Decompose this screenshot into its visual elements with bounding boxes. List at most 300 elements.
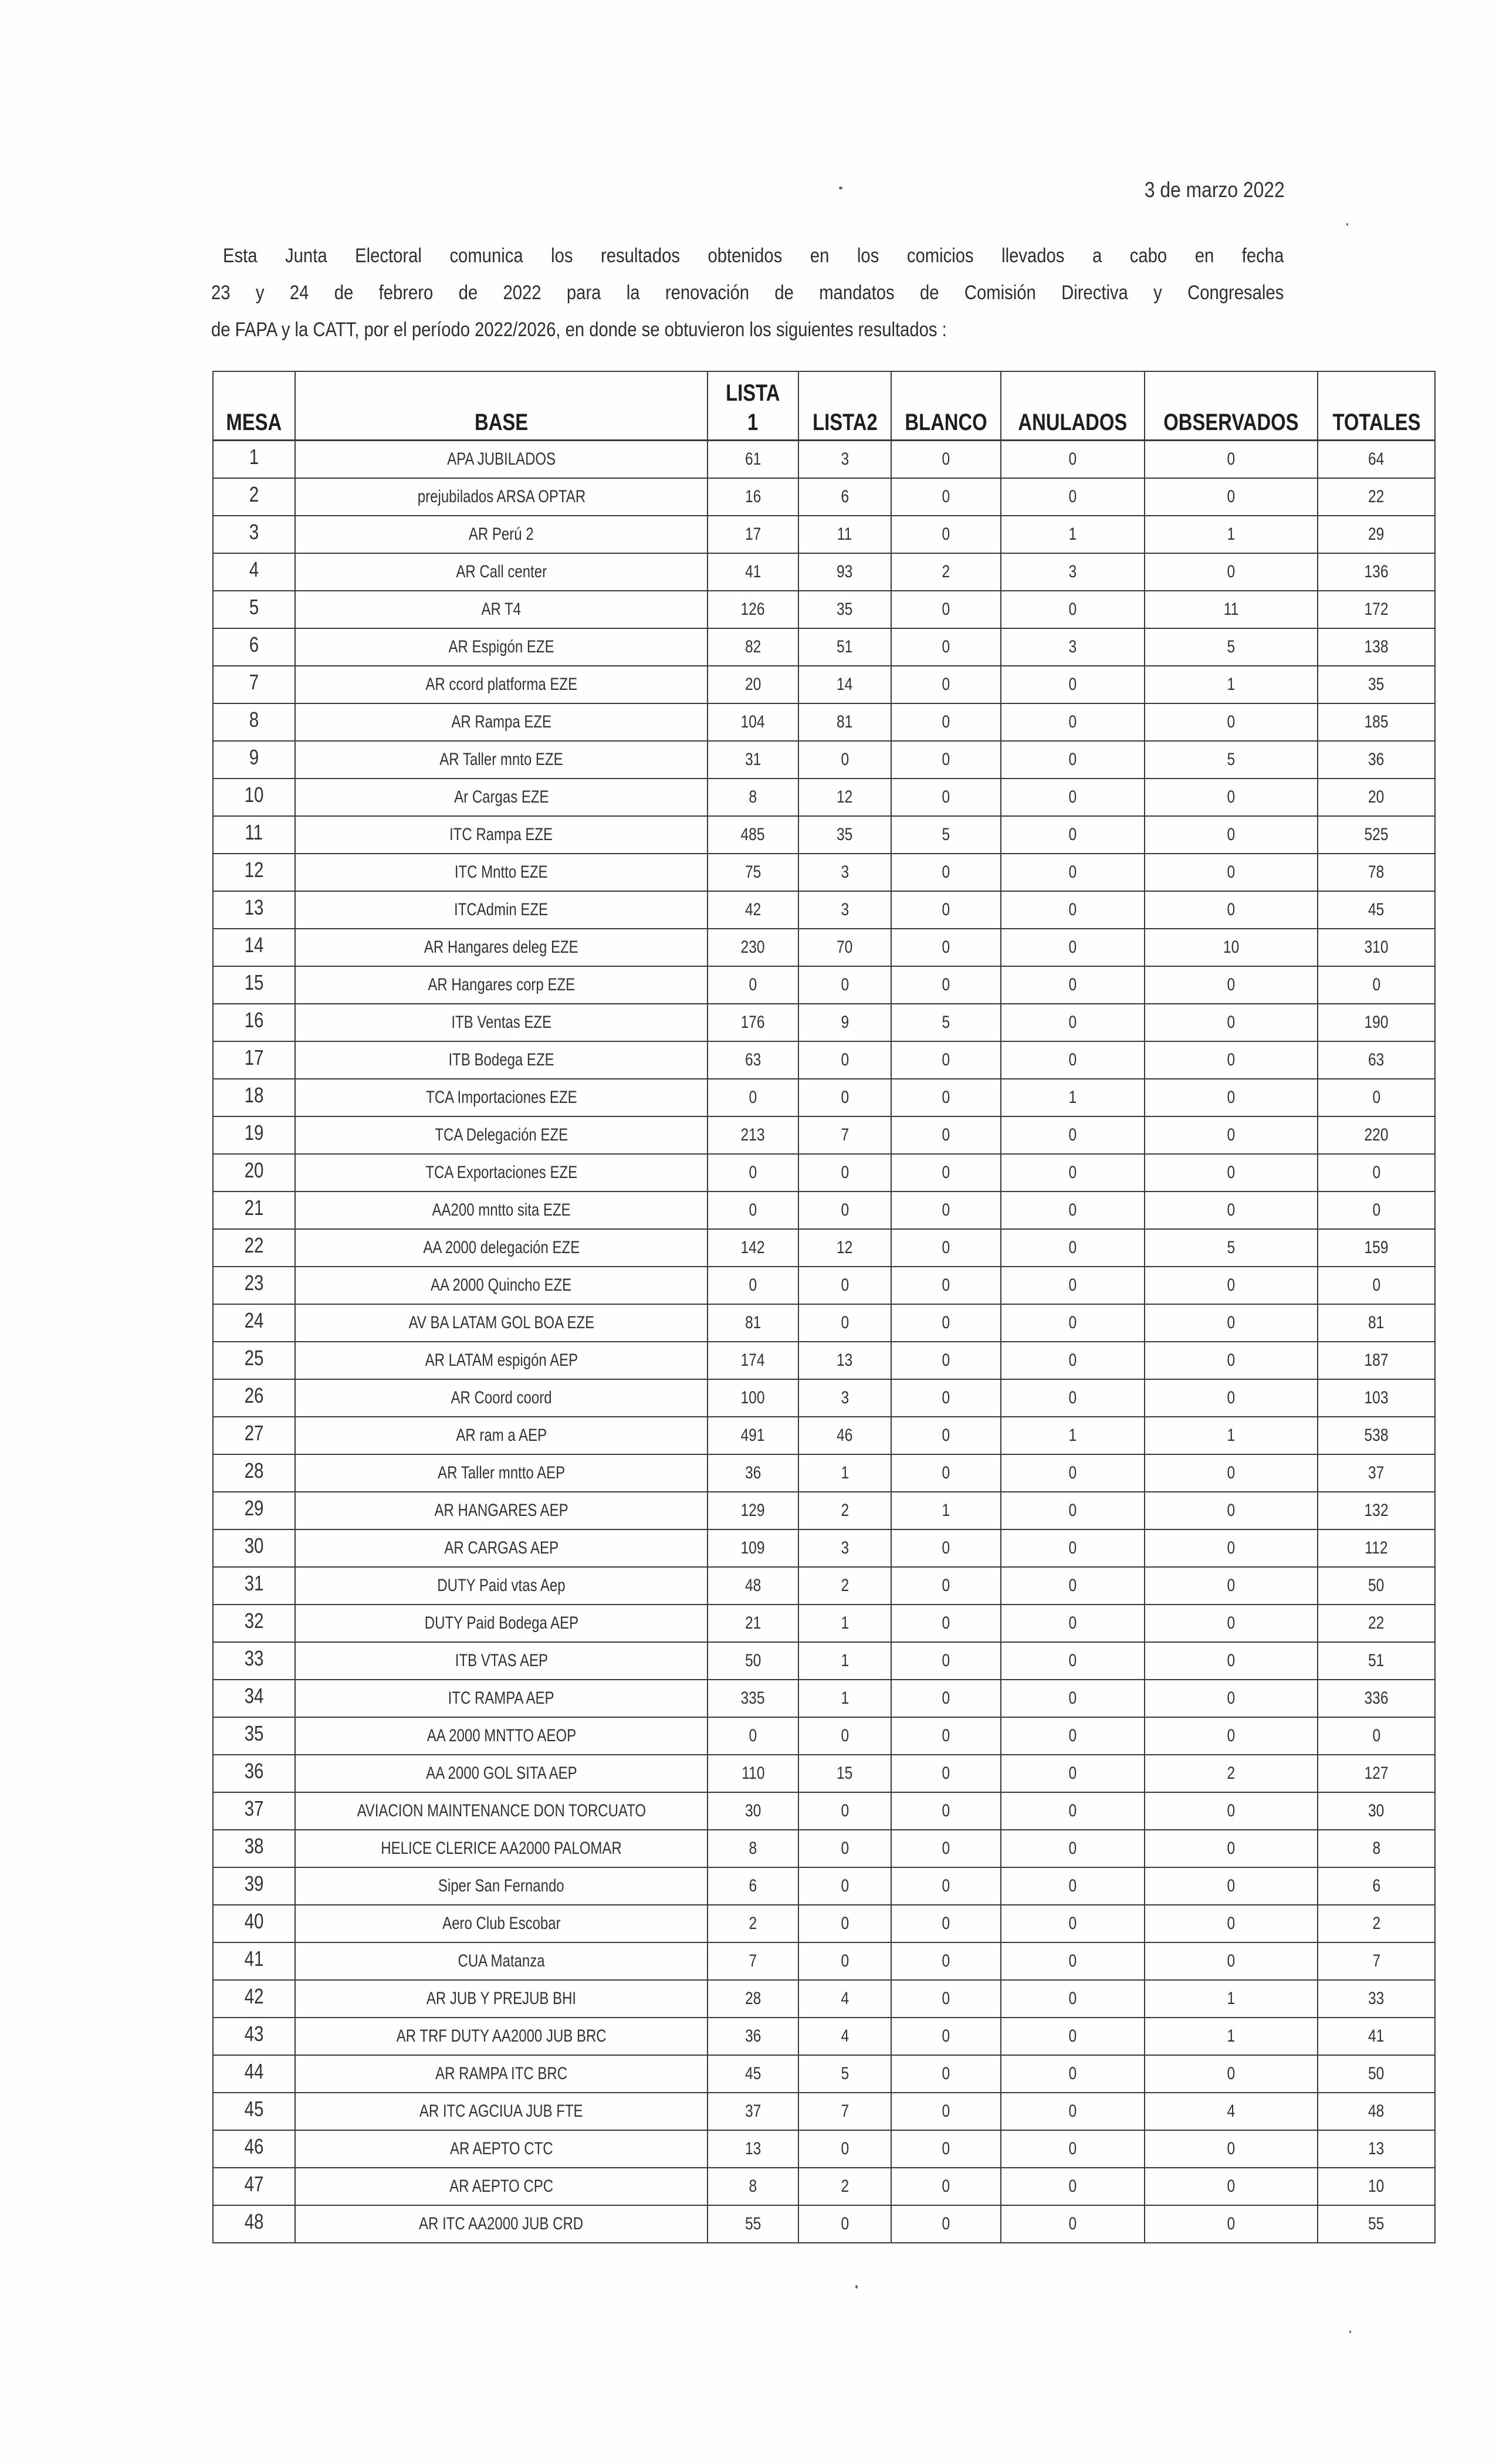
cell-lista1-value: 335: [740, 1688, 766, 1708]
cell-observados-value: 0: [1227, 1050, 1236, 1069]
cell-blanco: [891, 1304, 1001, 1342]
cell-lista2: [798, 2055, 891, 2093]
cell-lista1: [708, 1116, 798, 1154]
cell-observados-value: 0: [1227, 487, 1236, 506]
cell-observados-value: 1: [1227, 1989, 1236, 2008]
table-row: [213, 1492, 1435, 1529]
cell-base: [295, 1642, 708, 1680]
cell-totales-value: 55: [1368, 2214, 1385, 2233]
cell-lista1-value: 126: [740, 600, 766, 619]
cell-anulados-value: 0: [1068, 1275, 1077, 1295]
cell-totales: [1318, 1454, 1435, 1492]
cell-anulados-value: 0: [1068, 1989, 1077, 2008]
table-row: [213, 1417, 1435, 1454]
header-lista1-line1: LISTA: [726, 380, 780, 406]
cell-base-value: ITB VTAS AEP: [455, 1651, 548, 1670]
cell-base-value: AR Hangares deleg EZE: [424, 937, 578, 957]
table-row: [213, 1229, 1435, 1267]
cell-lista1: [708, 1755, 798, 1792]
cell-mesa-value: 15: [244, 970, 264, 994]
cell-lista1-value: 61: [744, 449, 761, 469]
cell-base-value: AR Rampa EZE: [451, 712, 551, 732]
intro-line-text: 23 y 24 de febrero de 2022 para la renovación de mandatos de Comisión Directiva y Congresales: [211, 282, 1284, 304]
cell-anulados: [1001, 2055, 1145, 2093]
cell-lista1: [708, 2130, 798, 2168]
cell-lista2-value: 2: [841, 2177, 849, 2196]
cell-mesa: [213, 1830, 295, 1867]
cell-totales: [1318, 779, 1435, 816]
cell-totales: [1318, 1567, 1435, 1605]
cell-totales-value: 138: [1364, 637, 1389, 656]
cell-totales: [1318, 703, 1435, 741]
cell-blanco: [891, 966, 1001, 1004]
cell-base-value: AA 2000 delegación EZE: [423, 1238, 580, 1257]
cell-base: [295, 2205, 708, 2243]
cell-mesa-value: 5: [249, 595, 259, 619]
cell-base-value: AA 2000 MNTTO AEOP: [427, 1726, 576, 1745]
cell-base: [295, 1267, 708, 1304]
cell-mesa: [213, 2018, 295, 2055]
cell-lista2-value: 51: [837, 637, 853, 656]
cell-observados: [1145, 816, 1318, 854]
cell-observados: [1145, 2168, 1318, 2205]
header-lista2: [798, 371, 891, 441]
cell-lista1-value: 485: [740, 825, 766, 844]
cell-mesa-value: 25: [244, 1346, 264, 1370]
table-row: [213, 2093, 1435, 2130]
cell-anulados: [1001, 628, 1145, 666]
cell-totales-value: 8: [1372, 1839, 1380, 1858]
cell-mesa-value: 16: [244, 1008, 264, 1032]
cell-lista1: [708, 1567, 798, 1605]
cell-anulados-value: 0: [1068, 1726, 1077, 1745]
cell-base: [295, 1605, 708, 1642]
cell-lista1: [708, 1379, 798, 1417]
cell-mesa-value: 19: [244, 1121, 264, 1145]
cell-mesa-value: 20: [244, 1158, 264, 1182]
cell-lista1-value: 31: [744, 750, 761, 769]
cell-mesa: [213, 1154, 295, 1192]
cell-anulados-value: 0: [1068, 825, 1077, 844]
scan-speck: [855, 2285, 858, 2289]
cell-lista1: [708, 2205, 798, 2243]
cell-mesa: [213, 1079, 295, 1116]
cell-observados-value: 2: [1227, 1764, 1236, 1783]
cell-lista2-value: 0: [841, 1050, 849, 1069]
table-row: [213, 1304, 1435, 1342]
table-row: [213, 2018, 1435, 2055]
cell-totales-value: 136: [1364, 562, 1389, 581]
cell-anulados-value: 0: [1068, 1200, 1077, 1220]
cell-base: [295, 741, 708, 779]
cell-lista1-value: 16: [744, 487, 761, 506]
cell-lista1: [708, 966, 798, 1004]
cell-base: [295, 1830, 708, 1867]
cell-blanco: [891, 1492, 1001, 1529]
cell-observados-value: 0: [1227, 1351, 1236, 1370]
cell-lista1: [708, 628, 798, 666]
cell-observados-value: 0: [1227, 1651, 1236, 1670]
cell-anulados: [1001, 1905, 1145, 1942]
cell-lista1-value: 45: [744, 2064, 761, 2083]
cell-lista1-value: 142: [740, 1238, 766, 1257]
cell-anulados-value: 0: [1068, 2026, 1077, 2046]
table-row: [213, 1755, 1435, 1792]
cell-anulados: [1001, 2130, 1145, 2168]
cell-lista2: [798, 478, 891, 516]
cell-mesa: [213, 1267, 295, 1304]
cell-blanco: [891, 1079, 1001, 1116]
cell-blanco: [891, 2168, 1001, 2205]
cell-anulados-value: 0: [1068, 862, 1077, 882]
cell-observados-value: 0: [1227, 2214, 1236, 2233]
cell-lista2-value: 7: [841, 2101, 849, 2121]
cell-mesa: [213, 2055, 295, 2093]
header-totales-label: TOTALES: [1332, 409, 1421, 435]
cell-anulados: [1001, 666, 1145, 703]
cell-totales: [1318, 966, 1435, 1004]
cell-observados-value: 5: [1227, 750, 1236, 769]
cell-blanco-value: 0: [942, 1463, 950, 1483]
cell-lista2-value: 15: [837, 1764, 853, 1783]
cell-mesa-value: 13: [244, 895, 264, 919]
cell-base: [295, 2055, 708, 2093]
cell-totales-value: 51: [1368, 1651, 1385, 1670]
cell-observados: [1145, 1267, 1318, 1304]
cell-base-value: AA 2000 Quincho EZE: [431, 1275, 572, 1295]
cell-mesa: [213, 1492, 295, 1529]
cell-lista1: [708, 1342, 798, 1379]
cell-totales-value: 0: [1372, 1088, 1380, 1107]
cell-lista1: [708, 1417, 798, 1454]
cell-base: [295, 2168, 708, 2205]
cell-lista1-value: 2: [749, 1914, 757, 1933]
table-row: [213, 2055, 1435, 2093]
cell-lista2-value: 0: [841, 1876, 849, 1896]
cell-lista2-value: 0: [841, 1163, 849, 1182]
cell-lista2-value: 1: [841, 1463, 849, 1483]
cell-totales-value: 13: [1368, 2139, 1385, 2158]
cell-lista2-value: 3: [841, 862, 849, 882]
cell-mesa-value: 14: [244, 933, 264, 957]
cell-lista1: [708, 1792, 798, 1830]
cell-totales: [1318, 1529, 1435, 1567]
cell-base-value: AR CARGAS AEP: [444, 1538, 559, 1558]
cell-blanco-value: 0: [942, 1764, 950, 1783]
cell-anulados-value: 0: [1068, 1651, 1077, 1670]
cell-anulados: [1001, 1942, 1145, 1980]
cell-anulados: [1001, 966, 1145, 1004]
cell-totales-value: 103: [1364, 1388, 1389, 1407]
cell-observados-value: 0: [1227, 825, 1236, 844]
cell-mesa-value: 9: [249, 745, 259, 769]
cell-blanco-value: 0: [942, 1876, 950, 1896]
cell-anulados-value: 0: [1068, 1951, 1077, 1971]
cell-lista2-value: 0: [841, 1200, 849, 1220]
cell-base-value: CUA Matanza: [458, 1951, 545, 1971]
cell-lista1-value: 55: [744, 2214, 761, 2233]
cell-totales-value: 190: [1364, 1013, 1389, 1032]
header-observados-label: OBSERVADOS: [1163, 409, 1299, 435]
cell-anulados: [1001, 441, 1145, 479]
cell-totales: [1318, 816, 1435, 854]
table-row: [213, 1079, 1435, 1116]
cell-totales: [1318, 666, 1435, 703]
table-row: [213, 1342, 1435, 1379]
cell-base-value: AR TRF DUTY AA2000 JUB BRC: [396, 2026, 607, 2046]
cell-totales-value: 132: [1364, 1501, 1389, 1520]
cell-base: [295, 854, 708, 891]
cell-base: [295, 1492, 708, 1529]
cell-blanco-value: 0: [942, 900, 950, 919]
table-row: [213, 1642, 1435, 1680]
cell-anulados: [1001, 1041, 1145, 1079]
cell-blanco-value: 0: [942, 2101, 950, 2121]
cell-anulados: [1001, 1342, 1145, 1379]
cell-mesa-value: 3: [249, 520, 259, 544]
cell-anulados: [1001, 591, 1145, 628]
cell-mesa: [213, 891, 295, 929]
cell-blanco: [891, 1567, 1001, 1605]
cell-observados: [1145, 1867, 1318, 1905]
cell-base-value: AR AEPTO CTC: [449, 2139, 553, 2158]
cell-totales: [1318, 478, 1435, 516]
cell-mesa-value: 7: [249, 670, 259, 694]
cell-anulados-value: 0: [1068, 1801, 1077, 1820]
cell-lista1-value: 213: [740, 1125, 766, 1145]
cell-mesa-value: 43: [244, 2022, 264, 2046]
cell-blanco-value: 0: [942, 1351, 950, 1370]
cell-observados-value: 11: [1223, 600, 1239, 619]
cell-base-value: AR Espigón EZE: [448, 637, 554, 656]
cell-observados-value: 5: [1227, 1238, 1236, 1257]
cell-totales-value: 33: [1368, 1989, 1385, 2008]
cell-totales-value: 187: [1364, 1351, 1389, 1370]
cell-totales: [1318, 2055, 1435, 2093]
header-lista1: [708, 371, 798, 441]
cell-mesa-value: 1: [249, 445, 259, 469]
cell-totales-value: 0: [1372, 1726, 1380, 1745]
cell-anulados: [1001, 929, 1145, 966]
cell-observados: [1145, 2205, 1318, 2243]
table-row: [213, 553, 1435, 591]
cell-base: [295, 1304, 708, 1342]
cell-observados-value: 0: [1227, 2177, 1236, 2196]
table-row: [213, 1605, 1435, 1642]
cell-blanco-value: 0: [942, 449, 950, 469]
cell-lista2: [798, 854, 891, 891]
cell-observados: [1145, 1680, 1318, 1717]
cell-base-value: TCA Delegación EZE: [435, 1125, 568, 1145]
cell-observados: [1145, 1830, 1318, 1867]
cell-mesa-value: 22: [244, 1233, 264, 1257]
cell-totales-value: 41: [1368, 2026, 1385, 2046]
cell-blanco: [891, 1154, 1001, 1192]
cell-observados: [1145, 1304, 1318, 1342]
cell-blanco-value: 0: [942, 1388, 950, 1407]
cell-base-value: AR RAMPA ITC BRC: [435, 2064, 567, 2083]
cell-totales: [1318, 1605, 1435, 1642]
cell-lista2-value: 81: [837, 712, 853, 732]
cell-mesa: [213, 516, 295, 553]
cell-anulados: [1001, 1417, 1145, 1454]
cell-base: [295, 1454, 708, 1492]
cell-totales: [1318, 2130, 1435, 2168]
cell-mesa-value: 31: [244, 1571, 264, 1595]
cell-base: [295, 1154, 708, 1192]
table-row: [213, 1004, 1435, 1041]
cell-totales: [1318, 1867, 1435, 1905]
cell-base-value: AA200 mntto sita EZE: [432, 1200, 571, 1220]
cell-lista1: [708, 703, 798, 741]
scan-speck: [1346, 223, 1348, 226]
cell-blanco: [891, 1905, 1001, 1942]
cell-base-value: AA 2000 GOL SITA AEP: [425, 1764, 577, 1783]
cell-mesa: [213, 1642, 295, 1680]
cell-lista2-value: 0: [841, 2214, 849, 2233]
cell-blanco: [891, 1342, 1001, 1379]
cell-anulados-value: 0: [1068, 712, 1077, 732]
cell-anulados: [1001, 1792, 1145, 1830]
cell-observados-value: 0: [1227, 1876, 1236, 1896]
cell-mesa: [213, 628, 295, 666]
cell-observados: [1145, 1079, 1318, 1116]
table-row: [213, 1529, 1435, 1567]
cell-mesa: [213, 2130, 295, 2168]
cell-observados-value: 0: [1227, 2139, 1236, 2158]
cell-lista2-value: 0: [841, 975, 849, 994]
cell-totales: [1318, 1792, 1435, 1830]
cell-lista2: [798, 441, 891, 479]
cell-blanco-value: 0: [942, 750, 950, 769]
cell-base: [295, 553, 708, 591]
cell-totales: [1318, 1079, 1435, 1116]
cell-lista2-value: 14: [837, 675, 853, 694]
cell-totales-value: 20: [1368, 787, 1385, 807]
cell-mesa: [213, 2093, 295, 2130]
cell-lista2: [798, 1642, 891, 1680]
cell-totales-value: 36: [1368, 750, 1385, 769]
cell-totales-value: 22: [1368, 1613, 1385, 1633]
header-row: [213, 371, 1435, 441]
cell-totales: [1318, 1417, 1435, 1454]
cell-observados-value: 0: [1227, 1576, 1236, 1595]
cell-lista2-value: 46: [837, 1426, 853, 1445]
cell-lista1-value: 81: [744, 1313, 761, 1332]
table-row: [213, 441, 1435, 479]
table-row: [213, 1830, 1435, 1867]
cell-observados-value: 0: [1227, 562, 1236, 581]
cell-base-value: AR Coord coord: [451, 1388, 552, 1407]
cell-totales-value: 310: [1364, 937, 1389, 957]
cell-blanco: [891, 1116, 1001, 1154]
cell-mesa: [213, 441, 295, 479]
cell-anulados: [1001, 2205, 1145, 2243]
cell-base: [295, 2130, 708, 2168]
cell-lista1: [708, 1529, 798, 1567]
cell-lista1-value: 50: [744, 1651, 761, 1670]
cell-observados-value: 0: [1227, 862, 1236, 882]
cell-anulados: [1001, 1567, 1145, 1605]
cell-lista2: [798, 1605, 891, 1642]
cell-totales: [1318, 1755, 1435, 1792]
cell-lista1-value: 174: [740, 1351, 766, 1370]
cell-observados: [1145, 2055, 1318, 2093]
cell-lista2: [798, 966, 891, 1004]
cell-anulados-value: 3: [1068, 562, 1077, 581]
cell-anulados: [1001, 1379, 1145, 1417]
cell-lista1-value: 110: [741, 1764, 765, 1783]
cell-mesa-value: 26: [244, 1383, 264, 1407]
cell-mesa: [213, 591, 295, 628]
cell-lista1-value: 0: [749, 1275, 757, 1295]
cell-totales-value: 220: [1364, 1125, 1389, 1145]
cell-totales-value: 0: [1372, 1275, 1380, 1295]
cell-base-value: AR ITC AGCIUA JUB FTE: [419, 2101, 583, 2121]
cell-lista1: [708, 891, 798, 929]
table-row: [213, 1267, 1435, 1304]
cell-totales: [1318, 1041, 1435, 1079]
cell-observados: [1145, 1192, 1318, 1229]
cell-observados: [1145, 779, 1318, 816]
cell-anulados: [1001, 1454, 1145, 1492]
cell-lista2: [798, 1792, 891, 1830]
cell-observados-value: 0: [1227, 449, 1236, 469]
cell-lista2: [798, 2168, 891, 2205]
cell-blanco: [891, 1417, 1001, 1454]
cell-observados-value: 0: [1227, 1200, 1236, 1220]
cell-observados: [1145, 591, 1318, 628]
cell-lista2-value: 12: [837, 787, 853, 807]
cell-blanco: [891, 516, 1001, 553]
cell-base: [295, 1229, 708, 1267]
cell-blanco: [891, 441, 1001, 479]
cell-mesa-value: 29: [244, 1496, 264, 1520]
cell-blanco: [891, 591, 1001, 628]
cell-mesa: [213, 1004, 295, 1041]
cell-base: [295, 516, 708, 553]
cell-totales: [1318, 1192, 1435, 1229]
cell-base: [295, 1680, 708, 1717]
cell-anulados-value: 1: [1068, 1426, 1077, 1445]
cell-blanco-value: 0: [942, 787, 950, 807]
cell-mesa-value: 28: [244, 1458, 264, 1483]
cell-lista1-value: 37: [744, 2101, 761, 2121]
cell-base: [295, 478, 708, 516]
cell-lista1-value: 28: [744, 1989, 761, 2008]
cell-observados: [1145, 1605, 1318, 1642]
cell-mesa: [213, 1680, 295, 1717]
cell-lista2-value: 4: [841, 2026, 849, 2046]
cell-lista1-value: 100: [740, 1388, 766, 1407]
cell-observados: [1145, 2093, 1318, 2130]
cell-lista2: [798, 516, 891, 553]
cell-base-value: AVIACION MAINTENANCE DON TORCUATO: [357, 1801, 646, 1820]
cell-lista1-value: 42: [744, 900, 761, 919]
cell-lista2: [798, 1304, 891, 1342]
cell-base-value: APA JUBILADOS: [447, 449, 556, 469]
cell-totales-value: 35: [1368, 675, 1385, 694]
table-row: [213, 628, 1435, 666]
cell-blanco-value: 0: [942, 975, 950, 994]
cell-totales: [1318, 2093, 1435, 2130]
cell-mesa-value: 40: [244, 1909, 264, 1933]
cell-mesa-value: 10: [244, 783, 264, 807]
cell-anulados-value: 0: [1068, 975, 1077, 994]
cell-totales: [1318, 891, 1435, 929]
table-row: [213, 1905, 1435, 1942]
cell-mesa: [213, 1605, 295, 1642]
